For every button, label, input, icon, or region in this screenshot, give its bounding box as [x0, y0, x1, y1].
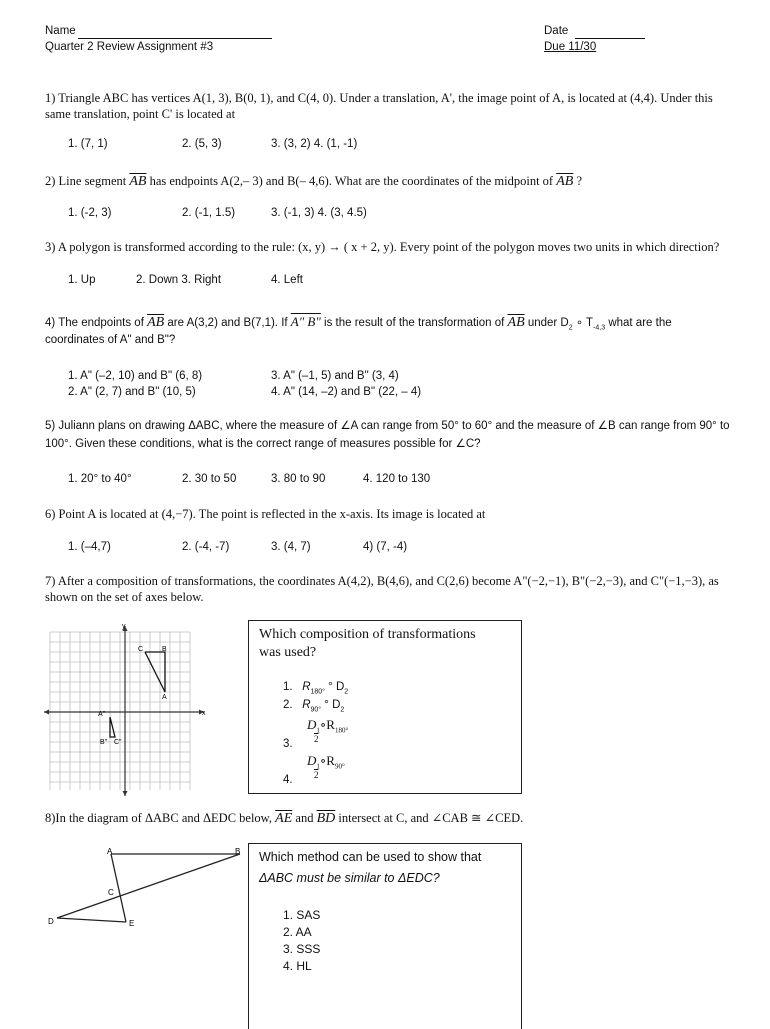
label-b-double-prime: B" [100, 739, 108, 746]
q6-choice-4[interactable]: 4) (7, -4) [363, 541, 408, 553]
question-7-line-1: 7) After a composition of transformations, the coordinates A(4,2), B(4,6), and C(2,6) become A"(−2,−1), B"(−2,−3), and C"(−1,−3), as [45, 574, 719, 588]
q7-choice-2[interactable]: 2. $R_{90^\circ}$ ° $D_2$ [283, 699, 345, 714]
segment-de-line [57, 918, 126, 922]
q7-box-title-2: was used? [259, 645, 317, 660]
segment-ab: $\overline{AB}$ [129, 174, 147, 189]
q8-box-title-2: ΔABC must be similar to ΔEDC? [259, 871, 440, 885]
y-axis-label: y [122, 623, 126, 630]
vertex-c-label: C [108, 888, 114, 897]
question-1-line-2: same translation, point C' is located at [45, 107, 236, 121]
name-label: Name [45, 25, 76, 37]
grid-lines [50, 632, 190, 790]
q7-choice-4-number[interactable]: 4. [283, 774, 293, 786]
q3-choice-2-3[interactable]: 2. Down 3. Right [136, 274, 222, 286]
q6-choice-1[interactable]: 1. (–4,7) [68, 541, 111, 553]
q6-choice-3[interactable]: 3. (4, 7) [271, 541, 311, 553]
date-label: Date [544, 25, 569, 37]
q2-choice-2[interactable]: 2. (-1, 1.5) [182, 207, 236, 219]
x-axis-label: x [202, 710, 206, 717]
segment-ab: $\overline{AB}$ [556, 174, 574, 189]
q8-answer-box [248, 843, 522, 1029]
q1-choice-2[interactable]: 2. (5, 3) [182, 138, 222, 150]
vertex-a-label: A [107, 847, 113, 856]
date-field[interactable] [575, 38, 645, 39]
q7-choice-1[interactable]: 1. $R_{180^\circ}$ ° $D_2$ [283, 681, 349, 696]
question-3: 3) A polygon is transformed according to the rule: (x, y) → ( x + 2, y). Every point of the polygon moves two units in which direction? [45, 240, 720, 254]
q8-choice-1[interactable]: 1. SAS [283, 908, 321, 922]
q1-choice-1[interactable]: 1. (7, 1) [68, 138, 108, 150]
vertex-e-label: E [129, 919, 135, 928]
q6-choice-2[interactable]: 2. (-4, -7) [182, 541, 230, 553]
question-5-line-1: 5) Juliann plans on drawing ΔABC, where the measure of ∠A can range from 50° to 60° and the measure of ∠B can range from 90° to [45, 420, 730, 432]
label-a-double-prime: A" [98, 711, 106, 718]
segment-a2b2: A" B" [290, 314, 321, 329]
segment-ae: $\overline{AE}$ [275, 811, 293, 826]
triangle-diagram [40, 843, 255, 933]
q5-choice-4[interactable]: 4. 120 to 130 [363, 473, 431, 485]
q7-choice-3-expression[interactable]: $D_1\circ R_{180^\circ}$ [307, 717, 349, 735]
q4-choice-1[interactable]: 1. A" (–2, 10) and B" (6, 8) [68, 370, 203, 382]
q3-choice-1[interactable]: 1. Up [68, 274, 96, 286]
q8-choice-3[interactable]: 3. SSS [283, 942, 321, 956]
q7-choice-3-fraction: 2 [314, 734, 319, 744]
q7-choice-3-number[interactable]: 3. [283, 738, 293, 750]
q8-choice-4[interactable]: 4. HL [283, 959, 312, 973]
q5-choice-1[interactable]: 1. 20° to 40° [68, 473, 132, 485]
vertex-d-label: D [48, 917, 54, 926]
q4-choice-3[interactable]: 3. A" (–1, 5) and B" (3, 4) [271, 370, 399, 382]
vertex-b-label: B [235, 847, 241, 856]
label-a: A [162, 694, 167, 701]
label-b: B [162, 646, 167, 653]
name-field[interactable] [78, 38, 272, 39]
segment-ab: $\overline{AB}$ [507, 315, 525, 330]
q2-choice-3-4[interactable]: 3. (-1, 3) 4. (3, 4.5) [271, 207, 367, 219]
label-c-double-prime: C" [114, 739, 122, 746]
q8-box-title-1: Which method can be used to show that [259, 850, 482, 864]
question-5-line-2: 100°. Given these conditions, what is the correct range of measures possible for ∠C? [45, 438, 481, 450]
segment-bd-line [57, 854, 240, 918]
question-6: 6) Point A is located at (4,−7). The point is reflected in the x-axis. Its image is located at [45, 507, 486, 521]
x-axis-arrow [44, 710, 49, 715]
q7-choice-4-expression[interactable]: $D_1\circ R_{90^\circ}$ [307, 753, 345, 771]
q3-choice-4[interactable]: 4. Left [271, 274, 303, 286]
q5-choice-2[interactable]: 2. 30 to 50 [182, 473, 237, 485]
q4-choice-4[interactable]: 4. A" (14, –2) and B" (22, – 4) [271, 386, 422, 398]
coordinate-grid [38, 620, 218, 800]
q7-box-title-1: Which composition of transformations [259, 627, 476, 642]
q4-choice-2[interactable]: 2. A" (2, 7) and B" (10, 5) [68, 386, 196, 398]
q8-choice-2[interactable]: 2. AA [283, 925, 312, 939]
q5-choice-3[interactable]: 3. 80 to 90 [271, 473, 326, 485]
y-axis-arrow [123, 791, 128, 796]
question-7-line-2: shown on the set of axes below. [45, 590, 204, 604]
q7-choice-4-fraction: 2 [314, 770, 319, 780]
question-4-line-1: 4) The endpoints of $\overline{AB}$ are A(3,2) and B(7,1). If A" B" is the result of the transformation of $\overline{AB}$ under $D_2$ ∘ $T_{-4,3}$ what are the [45, 314, 672, 332]
due-date: Due 11/30 [544, 41, 597, 53]
segment-ab: $\overline{AB}$ [147, 315, 165, 330]
question-2: 2) Line segment $\overline{AB}$ has endpoints A(2,– 3) and B(– 4,6). What are the coordinates of the midpoint of $\overline{AB}$ ? [45, 174, 583, 189]
q7-answer-box [248, 620, 522, 794]
question-8: 8)In the diagram of ΔABC and ΔEDC below, $\overline{AE}$ and $\overline{BD}$ intersect at C, and ∠CAB ≅ ∠CED. [45, 811, 524, 826]
q1-choice-3-4[interactable]: 3. (3, 2) 4. (1, -1) [271, 138, 358, 150]
triangle-image [110, 717, 115, 737]
q2-choice-1[interactable]: 1. (-2, 3) [68, 207, 112, 219]
assignment-title: Quarter 2 Review Assignment #3 [45, 41, 214, 53]
question-4-line-2: coordinates of A" and B"? [45, 334, 176, 346]
question-1-line-1: 1) Triangle ABC has vertices A(1, 3), B(0, 1), and C(4, 0). Under a translation, A', the image point of A, is located at (4,4). Under this [45, 91, 713, 105]
segment-bd: $\overline{BD}$ [316, 811, 336, 826]
label-c: C [138, 646, 144, 653]
